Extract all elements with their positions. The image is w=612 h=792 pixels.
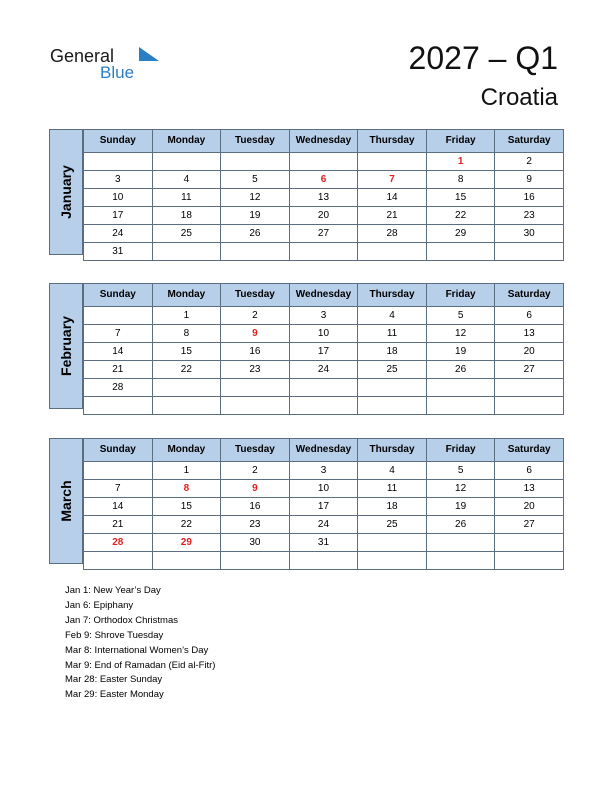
- day-cell: 4: [358, 462, 427, 480]
- day-cell: 17: [289, 343, 358, 361]
- country-name: Croatia: [480, 84, 558, 111]
- day-cell: 10: [289, 480, 358, 498]
- day-cell: 22: [152, 361, 221, 379]
- week-row: [84, 325, 564, 343]
- month-grid: [83, 283, 564, 415]
- week-row: [84, 462, 564, 480]
- day-cell: 11: [358, 325, 427, 343]
- holiday-note: Feb 9: Shrove Tuesday: [65, 629, 164, 641]
- day-cell: 25: [358, 361, 427, 379]
- week-row: [84, 207, 564, 225]
- week-row: [84, 307, 564, 325]
- day-cell: [152, 243, 221, 261]
- day-cell: 16: [495, 189, 564, 207]
- day-cell: 5: [221, 171, 290, 189]
- weekday-header: Saturday: [495, 130, 564, 153]
- day-cell: [495, 397, 564, 415]
- holiday-note: Jan 7: Orthodox Christmas: [65, 614, 178, 626]
- day-cell: 3: [289, 462, 358, 480]
- week-row: [84, 189, 564, 207]
- weekday-header: Thursday: [358, 130, 427, 153]
- week-row: [84, 498, 564, 516]
- day-cell: 4: [152, 171, 221, 189]
- weekday-header: Saturday: [495, 439, 564, 462]
- day-cell: 2: [221, 462, 290, 480]
- day-cell: 26: [426, 361, 495, 379]
- logo-flag-icon: [139, 47, 159, 63]
- day-cell: [358, 552, 427, 570]
- day-cell: 10: [289, 325, 358, 343]
- day-cell: 14: [84, 498, 153, 516]
- day-cell: 20: [289, 207, 358, 225]
- day-cell: [152, 379, 221, 397]
- day-cell: 28: [84, 379, 153, 397]
- day-cell: 15: [152, 343, 221, 361]
- holiday-note: Mar 9: End of Ramadan (Eid al-Fitr): [65, 659, 216, 671]
- holiday-note: Jan 6: Epiphany: [65, 599, 134, 611]
- day-cell: [289, 243, 358, 261]
- day-cell: 24: [289, 516, 358, 534]
- calendar-january: [49, 129, 564, 255]
- week-row: [84, 480, 564, 498]
- weekday-header: Tuesday: [221, 284, 290, 307]
- day-cell: 25: [358, 516, 427, 534]
- weekday-header: Friday: [426, 130, 495, 153]
- day-cell: 7: [84, 325, 153, 343]
- month-grid: [83, 438, 564, 570]
- day-cell: 9: [495, 171, 564, 189]
- day-cell: 27: [495, 361, 564, 379]
- day-cell: 17: [84, 207, 153, 225]
- weekday-header: Sunday: [84, 130, 153, 153]
- month-name: January: [58, 165, 74, 219]
- day-cell: 23: [221, 516, 290, 534]
- day-cell: [84, 462, 153, 480]
- day-cell: 8: [426, 171, 495, 189]
- day-cell: 6: [495, 307, 564, 325]
- page-title: 2027 – Q1: [408, 40, 558, 76]
- day-cell: 12: [426, 325, 495, 343]
- day-cell: 9: [221, 325, 290, 343]
- day-cell: 15: [152, 498, 221, 516]
- day-cell: [495, 379, 564, 397]
- day-cell: 21: [84, 516, 153, 534]
- day-cell: [152, 552, 221, 570]
- day-cell: [221, 397, 290, 415]
- day-cell: 2: [495, 153, 564, 171]
- day-cell: 19: [426, 343, 495, 361]
- month-label-column: [49, 129, 83, 255]
- day-cell: 3: [84, 171, 153, 189]
- day-cell: 11: [358, 480, 427, 498]
- day-cell: 1: [426, 153, 495, 171]
- day-cell: [152, 153, 221, 171]
- day-cell: [426, 397, 495, 415]
- day-cell: 1: [152, 307, 221, 325]
- day-cell: [221, 243, 290, 261]
- day-cell: [84, 153, 153, 171]
- day-cell: [221, 379, 290, 397]
- week-row: [84, 225, 564, 243]
- day-cell: 5: [426, 462, 495, 480]
- weekday-header: Friday: [426, 284, 495, 307]
- day-cell: 11: [152, 189, 221, 207]
- day-cell: [426, 534, 495, 552]
- week-row: [84, 379, 564, 397]
- day-cell: [426, 379, 495, 397]
- day-cell: 1: [152, 462, 221, 480]
- day-cell: [358, 379, 427, 397]
- day-cell: 8: [152, 325, 221, 343]
- day-cell: 28: [84, 534, 153, 552]
- day-cell: 16: [221, 343, 290, 361]
- weekday-header: Sunday: [84, 439, 153, 462]
- day-cell: 5: [426, 307, 495, 325]
- day-cell: 27: [495, 516, 564, 534]
- week-row: [84, 361, 564, 379]
- day-cell: [358, 534, 427, 552]
- day-cell: 22: [426, 207, 495, 225]
- day-cell: 21: [358, 207, 427, 225]
- day-cell: 4: [358, 307, 427, 325]
- holiday-note: Mar 28: Easter Sunday: [65, 674, 163, 686]
- day-cell: [495, 243, 564, 261]
- holiday-note: Mar 29: Easter Monday: [65, 689, 164, 701]
- day-cell: 26: [426, 516, 495, 534]
- day-cell: 18: [358, 343, 427, 361]
- day-cell: 6: [495, 462, 564, 480]
- day-cell: 8: [152, 480, 221, 498]
- day-cell: 21: [84, 361, 153, 379]
- weekday-header: Wednesday: [289, 284, 358, 307]
- calendar-march: [49, 438, 564, 564]
- day-cell: 20: [495, 498, 564, 516]
- day-cell: [84, 307, 153, 325]
- weekday-header: Tuesday: [221, 439, 290, 462]
- day-cell: [358, 397, 427, 415]
- weekday-header: Tuesday: [221, 130, 290, 153]
- day-cell: 23: [221, 361, 290, 379]
- day-cell: [495, 534, 564, 552]
- day-cell: 19: [426, 498, 495, 516]
- day-cell: 14: [84, 343, 153, 361]
- day-cell: 2: [221, 307, 290, 325]
- day-cell: 17: [289, 498, 358, 516]
- day-cell: 6: [289, 171, 358, 189]
- day-cell: 15: [426, 189, 495, 207]
- day-cell: 12: [426, 480, 495, 498]
- week-row: [84, 552, 564, 570]
- day-cell: [84, 397, 153, 415]
- day-cell: 20: [495, 343, 564, 361]
- day-cell: 7: [84, 480, 153, 498]
- week-row: [84, 534, 564, 552]
- holiday-note: Jan 1: New Year’s Day: [65, 585, 161, 596]
- day-cell: 27: [289, 225, 358, 243]
- day-cell: 18: [358, 498, 427, 516]
- week-row: [84, 516, 564, 534]
- week-row: [84, 397, 564, 415]
- day-cell: 7: [358, 171, 427, 189]
- day-cell: [289, 397, 358, 415]
- day-cell: 31: [289, 534, 358, 552]
- weekday-header: Thursday: [358, 284, 427, 307]
- day-cell: 25: [152, 225, 221, 243]
- calendar-february: [49, 283, 564, 409]
- weekday-header: Monday: [152, 439, 221, 462]
- weekday-header: Wednesday: [289, 439, 358, 462]
- day-cell: 23: [495, 207, 564, 225]
- day-cell: 24: [289, 361, 358, 379]
- day-cell: 13: [495, 480, 564, 498]
- week-row: [84, 171, 564, 189]
- day-cell: 28: [358, 225, 427, 243]
- day-cell: 16: [221, 498, 290, 516]
- day-cell: 26: [221, 225, 290, 243]
- day-cell: 29: [152, 534, 221, 552]
- day-cell: 29: [426, 225, 495, 243]
- month-name: March: [58, 480, 74, 522]
- logo-text-blue: Blue: [100, 63, 135, 82]
- day-cell: 31: [84, 243, 153, 261]
- day-cell: [84, 552, 153, 570]
- day-cell: 30: [221, 534, 290, 552]
- weekday-header: Saturday: [495, 284, 564, 307]
- holiday-note: Mar 8: International Women’s Day: [65, 644, 209, 656]
- weekday-header: Wednesday: [289, 130, 358, 153]
- day-cell: 9: [221, 480, 290, 498]
- logo-text-general: General: [50, 46, 115, 66]
- month-label-column: [49, 283, 83, 409]
- day-cell: [426, 243, 495, 261]
- day-cell: 18: [152, 207, 221, 225]
- day-cell: [221, 552, 290, 570]
- week-row: [84, 343, 564, 361]
- weekday-header: Monday: [152, 284, 221, 307]
- weekday-header: Friday: [426, 439, 495, 462]
- day-cell: 13: [289, 189, 358, 207]
- weekday-header: Sunday: [84, 284, 153, 307]
- weekday-header: Monday: [152, 130, 221, 153]
- month-label-column: [49, 438, 83, 564]
- day-cell: [289, 552, 358, 570]
- day-cell: 19: [221, 207, 290, 225]
- brand-logo: [50, 44, 160, 84]
- week-row: [84, 153, 564, 171]
- day-cell: 13: [495, 325, 564, 343]
- day-cell: 30: [495, 225, 564, 243]
- month-grid: [83, 129, 564, 261]
- day-cell: [221, 153, 290, 171]
- day-cell: [495, 552, 564, 570]
- day-cell: 22: [152, 516, 221, 534]
- day-cell: 3: [289, 307, 358, 325]
- day-cell: [152, 397, 221, 415]
- day-cell: 12: [221, 189, 290, 207]
- day-cell: [289, 379, 358, 397]
- day-cell: [289, 153, 358, 171]
- day-cell: 14: [358, 189, 427, 207]
- day-cell: [358, 243, 427, 261]
- holiday-notes: [65, 584, 215, 703]
- day-cell: 10: [84, 189, 153, 207]
- week-row: [84, 243, 564, 261]
- day-cell: [358, 153, 427, 171]
- weekday-header: Thursday: [358, 439, 427, 462]
- day-cell: 24: [84, 225, 153, 243]
- day-cell: [426, 552, 495, 570]
- month-name: February: [58, 316, 74, 376]
